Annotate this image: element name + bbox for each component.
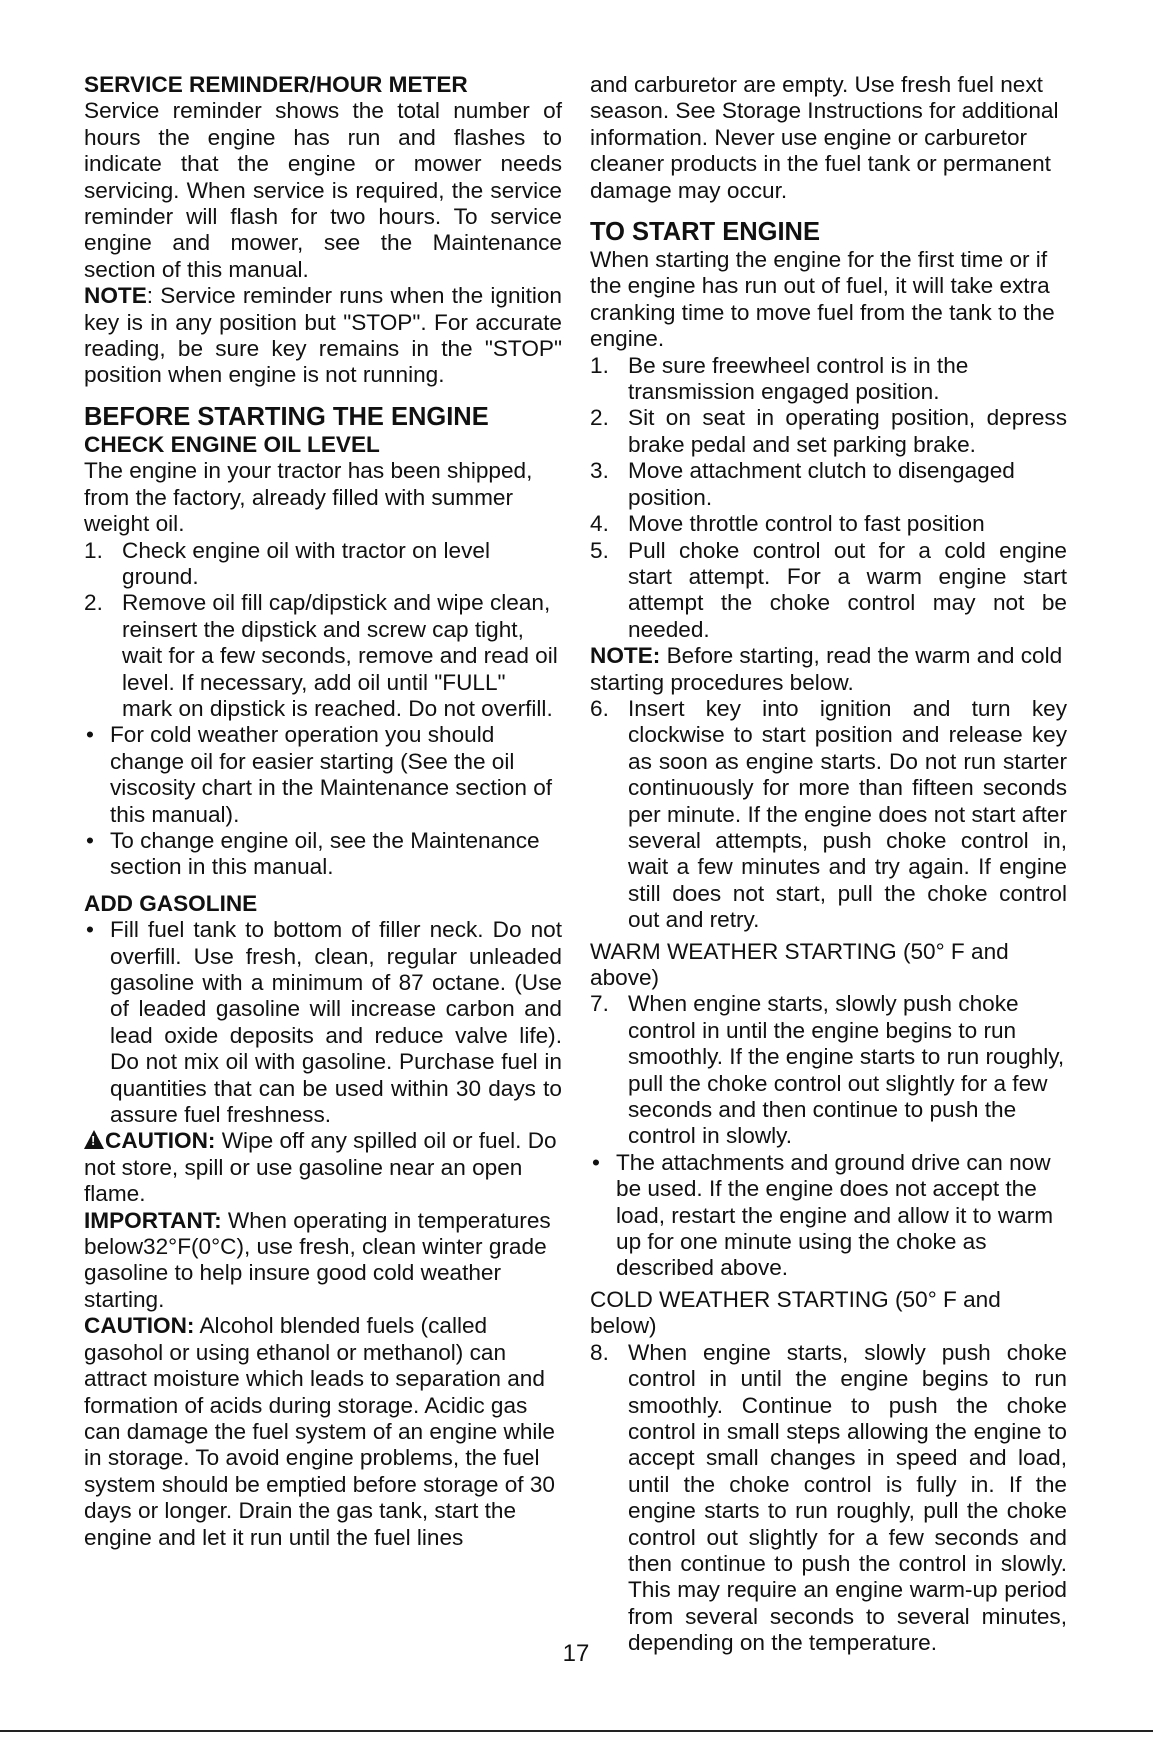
step-text: Remove oil fill cap/dipstick and wipe clean, reinsert the dipstick and screw cap tight, wait for a few seconds, remove and read oil level. If necessary, add oil until "FULL" mark on dipstick is reached. Do not overfill. — [122, 590, 558, 721]
start-step-3 — [590, 458, 1067, 511]
step-text: Be sure freewheel control is in the transmission engaged position. — [628, 352, 969, 405]
note-text: : Service reminder runs when the ignition key is in any position but "STOP". For accurate reading, be sure key remains in the "STOP" position when engine is not running. — [84, 283, 562, 388]
bullet-icon: • — [592, 1149, 600, 1175]
step-number: 5. — [590, 537, 609, 563]
step-text: When engine starts, slowly push choke control in until the engine begins to run smoothly. If the engine starts to run roughly, pull the choke control out slightly for a few seconds and then continue to push the control in slowly. — [628, 991, 1065, 1149]
caution-label: CAUTION: — [105, 1128, 216, 1154]
oil-bullet-1 — [84, 722, 562, 828]
check-oil-heading: CHECK ENGINE OIL LEVEL — [84, 431, 380, 457]
caution-text: Alcohol blended fuels (called gasohol or using ethanol or methanol) can attract moisture which leads to separation and formation of acids during storage. Acidic gas can damage the fuel system of an engine while in storage. To avoid engine problems, the fuel system should be emptied before storage of 30 days or longer. Drain the gas tank, start the engine and let it run until the fuel lines — [84, 1313, 555, 1550]
check-oil-intro: The engine in your tractor has been shipped, from the factory, already filled with summer weight oil. — [84, 458, 533, 537]
start-intro: When starting the engine for the first time or if the engine has run out of fuel, it will take extra cranking time to move fuel from the tank to the engine. — [590, 247, 1055, 352]
step-text: Move attachment clutch to disengaged position. — [628, 458, 1015, 510]
caution-spill — [84, 1128, 562, 1207]
bullet-icon: • — [86, 827, 94, 853]
bottom-rule — [0, 1730, 1153, 1732]
service-reminder-note — [84, 283, 562, 389]
before-starting-heading: BEFORE STARTING THE ENGINE — [84, 402, 489, 431]
bullet-text: The attachments and ground drive can now be used. If the engine does not accept the load, restart the engine and allow it to warm up for one minute using the choke as described above. — [616, 1149, 1054, 1281]
warning-triangle-icon — [84, 1130, 104, 1149]
oil-bullet-2 — [84, 828, 562, 881]
start-step-2 — [590, 405, 1067, 458]
note-label: NOTE — [84, 283, 147, 309]
bullet-text: Fill fuel tank to bottom of filler neck. Do not overfill. Use fresh, clean, regular unleaded gasoline with a minimum of 87 octane. (Use of leaded gasoline will increase carbon and lead oxide deposits and reduce valve life). Do not mix oil with gasoline. Purchase fuel in quantities that can be used within 30 days to assure fuel freshness. — [110, 917, 562, 1128]
step-number: 7. — [590, 991, 609, 1017]
continued-text: and carburetor are empty. Use fresh fuel next season. See Storage Instructions for additional information. Never use engine or carburetor cleaner products in the fuel tank or permanent damage may occur. — [590, 72, 1059, 203]
step-number: 2. — [590, 405, 609, 431]
step-number: 1. — [84, 537, 103, 563]
start-step-5 — [590, 538, 1067, 644]
bullet-text: To change engine oil, see the Maintenance section in this manual. — [110, 827, 540, 880]
note-text: Before starting, read the warm and cold starting procedures below. — [590, 643, 1063, 695]
step-text: When engine starts, slowly push choke control in until the engine begins to run smoothly. Continue to push the choke control in small steps allowing the engine to accept small changes in speed and load, until the choke control is fully in. If the engine starts to run roughly, pull the choke control out slightly for a few seconds and then continue to push the control in slowly. This may require an engine warm-up period from several seconds to several minutes, depending on the temperature. — [628, 1339, 1067, 1656]
left-column — [84, 72, 562, 1551]
step-number: 6. — [590, 695, 609, 721]
page-number: 17 — [562, 1640, 590, 1667]
bullet-icon: • — [86, 722, 94, 748]
right-column — [590, 72, 1067, 1657]
step-number: 8. — [590, 1339, 609, 1365]
start-note — [590, 643, 1067, 696]
important-text: When operating in temperatures below32°F(0°C), use fresh, clean winter grade gasoline to help insure good cold weather starting. — [84, 1207, 551, 1312]
start-step-8 — [590, 1340, 1067, 1657]
warm-weather-heading: WARM WEATHER STARTING (50° F and above) — [590, 938, 1009, 990]
warm-bullet — [590, 1150, 1067, 1282]
step-text: Pull choke control out for a cold engine start attempt. For a warm engine start attempt the choke control may not be needed. — [628, 537, 1067, 642]
step-number: 1. — [590, 352, 609, 378]
caution-text: Wipe off any spilled oil or fuel. Do not store, spill or use gasoline near an open flame. — [84, 1128, 557, 1207]
oil-step-1 — [84, 538, 562, 591]
step-number: 2. — [84, 590, 103, 616]
note-label: NOTE: — [590, 643, 661, 669]
step-text: Sit on seat in operating position, depress brake pedal and set parking brake. — [628, 405, 1067, 457]
step-text: Check engine oil with tractor on level ground. — [122, 537, 490, 589]
oil-step-2 — [84, 590, 562, 722]
important-note — [84, 1208, 562, 1314]
important-label: IMPORTANT: — [84, 1207, 222, 1233]
caution-label: CAUTION: — [84, 1313, 195, 1339]
start-step-4 — [590, 511, 1067, 537]
start-step-7 — [590, 991, 1067, 1149]
caution-alcohol — [84, 1313, 562, 1551]
cold-weather-heading: COLD WEATHER STARTING (50° F and below) — [590, 1286, 1001, 1339]
service-reminder-heading: SERVICE REMINDER/HOUR METER — [84, 72, 468, 97]
to-start-engine-heading: TO START ENGINE — [590, 218, 820, 247]
start-step-1 — [590, 353, 1067, 406]
step-text: Move throttle control to fast position — [628, 511, 985, 537]
start-step-6 — [590, 696, 1067, 934]
service-reminder-body: Service reminder shows the total number of hours the engine has run and flashes to indicate that the engine or mower needs servicing. When service is required, the service reminder will flash for two hours. To service engine and mower, see the Maintenance section of this manual. — [84, 98, 562, 282]
step-text: Insert key into ignition and turn key clockwise to start position and release key as soon as engine starts. Do not run starter continuously for more than fifteen seconds per minute. If the engine does not start after several attempts, push choke control in, wait a few minutes and try again. If engine still does not start, pull the choke control out and retry. — [628, 695, 1067, 933]
add-gasoline-heading: ADD GASOLINE — [84, 890, 258, 916]
gasoline-bullet — [84, 917, 562, 1128]
step-number: 3. — [590, 458, 609, 484]
step-number: 4. — [590, 511, 609, 537]
bullet-text: For cold weather operation you should change oil for easier starting (See the oil viscosity chart in the Maintenance section of this manual). — [110, 722, 553, 827]
bullet-icon: • — [86, 917, 94, 943]
